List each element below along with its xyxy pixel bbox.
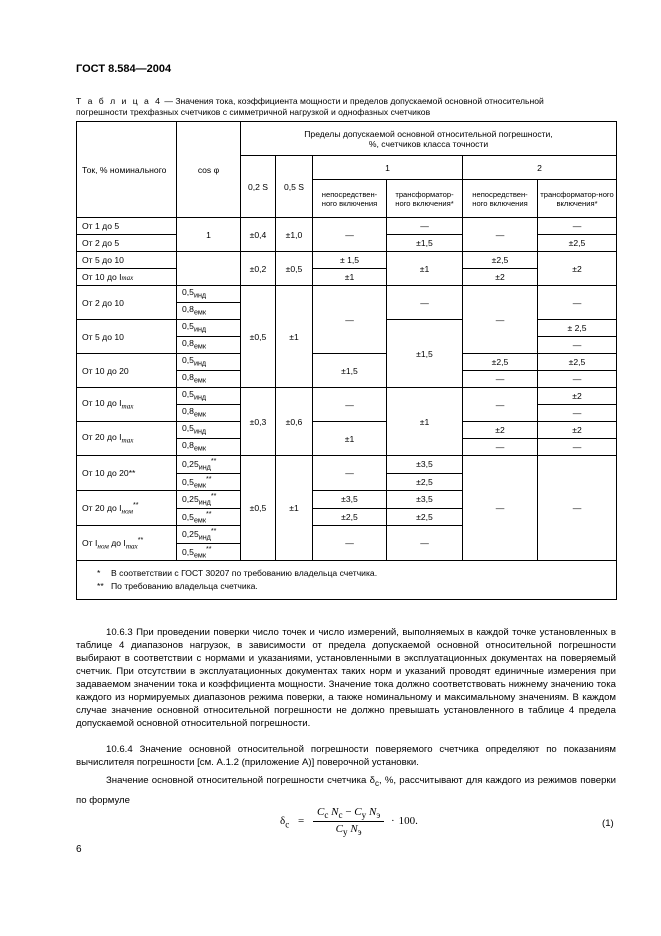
head-direct-2: непосредствен-ного включения bbox=[463, 180, 538, 218]
table-row: $0,5_{емк}^{**}$ ±2,5 bbox=[77, 473, 617, 491]
table-row: От 10 до Imax ±1 ±2 bbox=[77, 269, 617, 286]
table-row: $0,8_{емк}$ — — bbox=[77, 439, 617, 456]
table-row: От 20 до $I_{max}$ $0,5_{инд}$ ±1 ±2 ±2 bbox=[77, 422, 617, 439]
caption-line1: — Значения тока, коэффициента мощности и пределов допускаемой основной относительной bbox=[161, 96, 544, 106]
paragraph-10-6-3: 10.6.3 При проведении поверки число точек и число измерений, выполняемых в каждой точке установленных в таблице 4 диапазонов нагрузок, в зависимости от предела допускаемой основной относительной погрешности выбирают в соответствии с нормами и указаниями, установленными в эксплуатационных документах на поверяемый счетчик. При отсутствии в эксплуатационных документах таких норм и указаний проводят единичные измерения при задаваемом значении тока и коэффициента мощности. Значение тока должно соответствовать нижнему значению тока каждого из нормируемых диапазонов режима поверки, а также номинальному и максимальному значениям. В каждом случае значение основной относительной погрешности не должно превышать установленного в таблице 4 предела допускаемой основной относительной погрешности. bbox=[76, 627, 616, 729]
footnote-1: * В соответствии с ГОСТ 30207 по требованию владельца счетчика. bbox=[97, 568, 378, 579]
paragraph-formula-intro: Значение основной относительной погрешности счетчика $\delta_с$, %, рассчитывают для каждого из режимов поверки по формуле bbox=[76, 775, 616, 806]
head-cos: cos φ bbox=[177, 122, 241, 218]
formula-1: $\delta_с$ = $C_с$ $N_с - C_у$ $N_э$ $C_у$ $N_э$ · 100. bbox=[280, 806, 418, 838]
table-row: $0,5_{емк}^{**}$ ±2,5 ±2,5 bbox=[77, 508, 617, 526]
document-header: ГОСТ 8.584—2004 bbox=[76, 63, 172, 75]
table-row: От 10 до 20 $0,5_{инд}$ ±1,5 ±2,5 ±2,5 bbox=[77, 354, 617, 371]
table-row: От 5 до 10 ±0,2 ±0,5 ± 1,5 ±1 ±2,5 ±2 bbox=[77, 252, 617, 269]
head-limits: Пределы допускаемой основной относительной погрешности, %, счетчиков класса точности bbox=[241, 122, 617, 156]
caption-line2: погрешности трехфазных счетчиков с симметричной нагрузкой и однофазных счетчиков bbox=[76, 107, 431, 117]
table-row: От $I_{ном}$ до $I_{max}^{**}$ $0,25_{инд}^{**}$ — — bbox=[77, 526, 617, 544]
table-row: $0,8_{емк}$ — bbox=[77, 337, 617, 354]
table-row: От 20 до $I_{ном}^{**}$ $0,25_{инд}^{**}$ ±3,5 ±3,5 bbox=[77, 491, 617, 509]
table-notes-row bbox=[77, 561, 617, 600]
formula-fraction: $C_с$ $N_с - C_у$ $N_э$ $C_у$ $N_э$ bbox=[313, 806, 384, 837]
caption-prefix: Т а б л и ц а 4 bbox=[76, 96, 162, 106]
formula-number: (1) bbox=[602, 818, 614, 829]
table-row: От 2 до 5 ±1,5 ±2,5 bbox=[77, 235, 617, 252]
footnote-2: ** По требованию владельца счетчика. bbox=[97, 581, 258, 592]
error-limits-table bbox=[76, 121, 617, 600]
head-class-05s: 0,5 S bbox=[276, 156, 313, 218]
head-current: Ток, % номинального bbox=[77, 122, 177, 218]
table-caption bbox=[76, 96, 616, 118]
table-row: $0,8_{емк}$ — — bbox=[77, 371, 617, 388]
table-row: От 10 до $I_{max}$ $0,5_{инд}$ ±0,3 ±0,6 — ±1 — ±2 bbox=[77, 388, 617, 405]
table-row: От 10 до 20** $0,25_{инд}^{**}$ ±0,5 ±1 — ±3,5 — — bbox=[77, 456, 617, 474]
table-row: От 1 до 5 1 ±0,4 ±1,0 — — — — bbox=[77, 218, 617, 235]
head-class-2: 2 bbox=[463, 156, 617, 180]
head-transf-1: трансформатор-ного включения* bbox=[387, 180, 463, 218]
table-row: От 5 до 10 $0,5_{инд}$ ±1,5 ± 2,5 bbox=[77, 320, 617, 337]
head-transf-2: трансформатор-ного включения* bbox=[538, 180, 617, 218]
table-row: $0,8_{емк}$ — bbox=[77, 405, 617, 422]
head-class-02s: 0,2 S bbox=[241, 156, 276, 218]
head-direct-1: непосредствен-ного включения bbox=[313, 180, 387, 218]
table-row: $0,8_{емк}$ bbox=[77, 303, 617, 320]
cos-one: 1 bbox=[177, 218, 241, 252]
table-row: $0,5_{емк}^{**}$ bbox=[77, 543, 617, 561]
paragraph-10-6-4: 10.6.4 Значение основной относительной погрешности поверяемого счетчика определяют по показаниям вычислителя погрешности [см. А.1.2 (приложение А)] поверочной установки. bbox=[76, 744, 616, 768]
page-number: 6 bbox=[76, 844, 82, 855]
table-row: От 2 до 10 $0,5_{инд}$ ±0,5 ±1 — — — — bbox=[77, 286, 617, 303]
head-class-1: 1 bbox=[313, 156, 463, 180]
